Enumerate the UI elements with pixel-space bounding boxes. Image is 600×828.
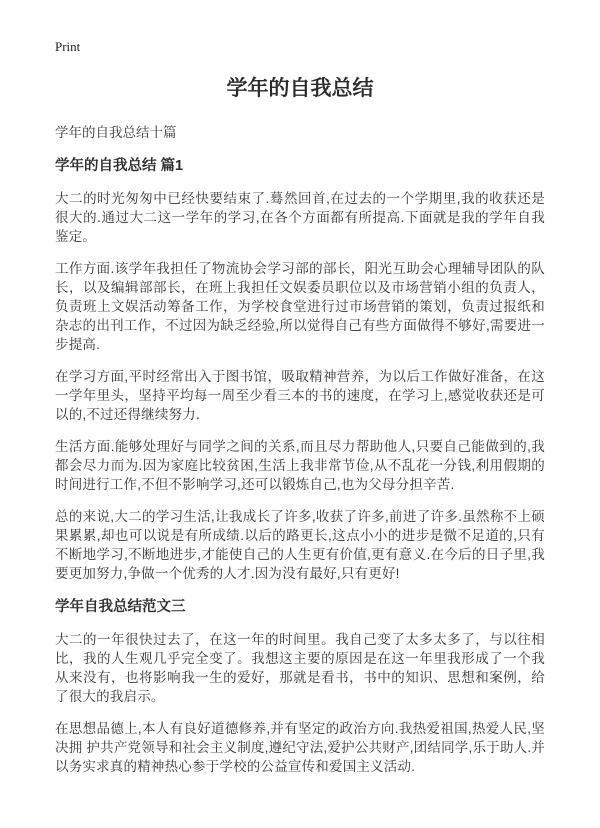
page-title: 学年的自我总结 [226,77,374,100]
document-subtitle: 学年的自我总结十篇 [55,125,177,140]
paragraph: 生活方面.能够处理好与同学之间的关系,而且尽力帮助他人,只要自己能做到的,我都会尽力而为.因为家庭比较贫困,生活上我非常节俭,从不乱花一分钱,利用假期的时间进行工作,不但不影响学习,还可以锻炼自己,也为父母分担辛苦. [55,439,545,492]
paragraph: 在学习方面,平时经常出入于图书馆，吸取精神营养，为以后工作做好准备，在这一学年里头，坚持平均每一周至少看三本的书的速度，在学习上,感觉收获还是可以的,不过还得继续努力. [55,369,545,422]
section-2 [55,598,545,776]
paragraph: 在思想品德上,本人有良好道德修养,并有坚定的政治方向.我热爱祖国,热爱人民,坚决拥 护共产党领导和社会主义制度,遵纪守法,爱护公共财产,团结同学,乐于助人.并以务实求真的精神热心参于学校的公益宣传和爱国主义活动. [55,721,545,774]
paragraph: 大二的时光匆匆中已经快要结束了.蓦然回首,在过去的一个学期里,我的收获还是很大的.通过大二这一学年的学习,在各个方面都有所提高.下面就是我的学年自我鉴定。 [55,191,545,244]
paragraph: 总的来说,大二的学习生活,让我成长了许多,收获了许多,前进了许多.虽然称不上硕果累累,却也可以说是有所成绩.以后的路更长,这点小小的进步是微不足道的,只有不断地学习,不断地进步,才能使自己的人生更有价值,更有意义.在今后的日子里,我要更加努力,争做一个优秀的人才.因为没有最好,只有更好! [55,509,545,581]
paragraph: 大二的一年很快过去了，在这一年的时间里。我自己变了太多太多了，与以往相比，我的人生观几乎完全变了。我想这主要的原因是在这一年里我形成了一个我从来没有，也将影响我一生的爱好，那就是看书，书中的知识、思想和案例，给了很大的我启示。 [55,632,545,704]
print-link[interactable]: Print [55,39,81,54]
section-1 [55,157,545,583]
paragraph: 工作方面.该学年我担任了物流协会学习部的部长，阳光互助会心理辅导团队的队长，以及编辑部部长，在班上我担任文娱委员职位以及市场营销小组的负责人，负责班上文娱活动筹备工作，为学校食堂进行过市场营销的策划，负责过报纸和杂志的出刊工作，不过因为缺乏经验,所以觉得自己有些方面做得不够好,需要进一步提高. [55,261,545,352]
section-heading: 学年自我总结范文三 [55,599,186,615]
section-heading: 学年的自我总结 篇1 [55,158,184,174]
